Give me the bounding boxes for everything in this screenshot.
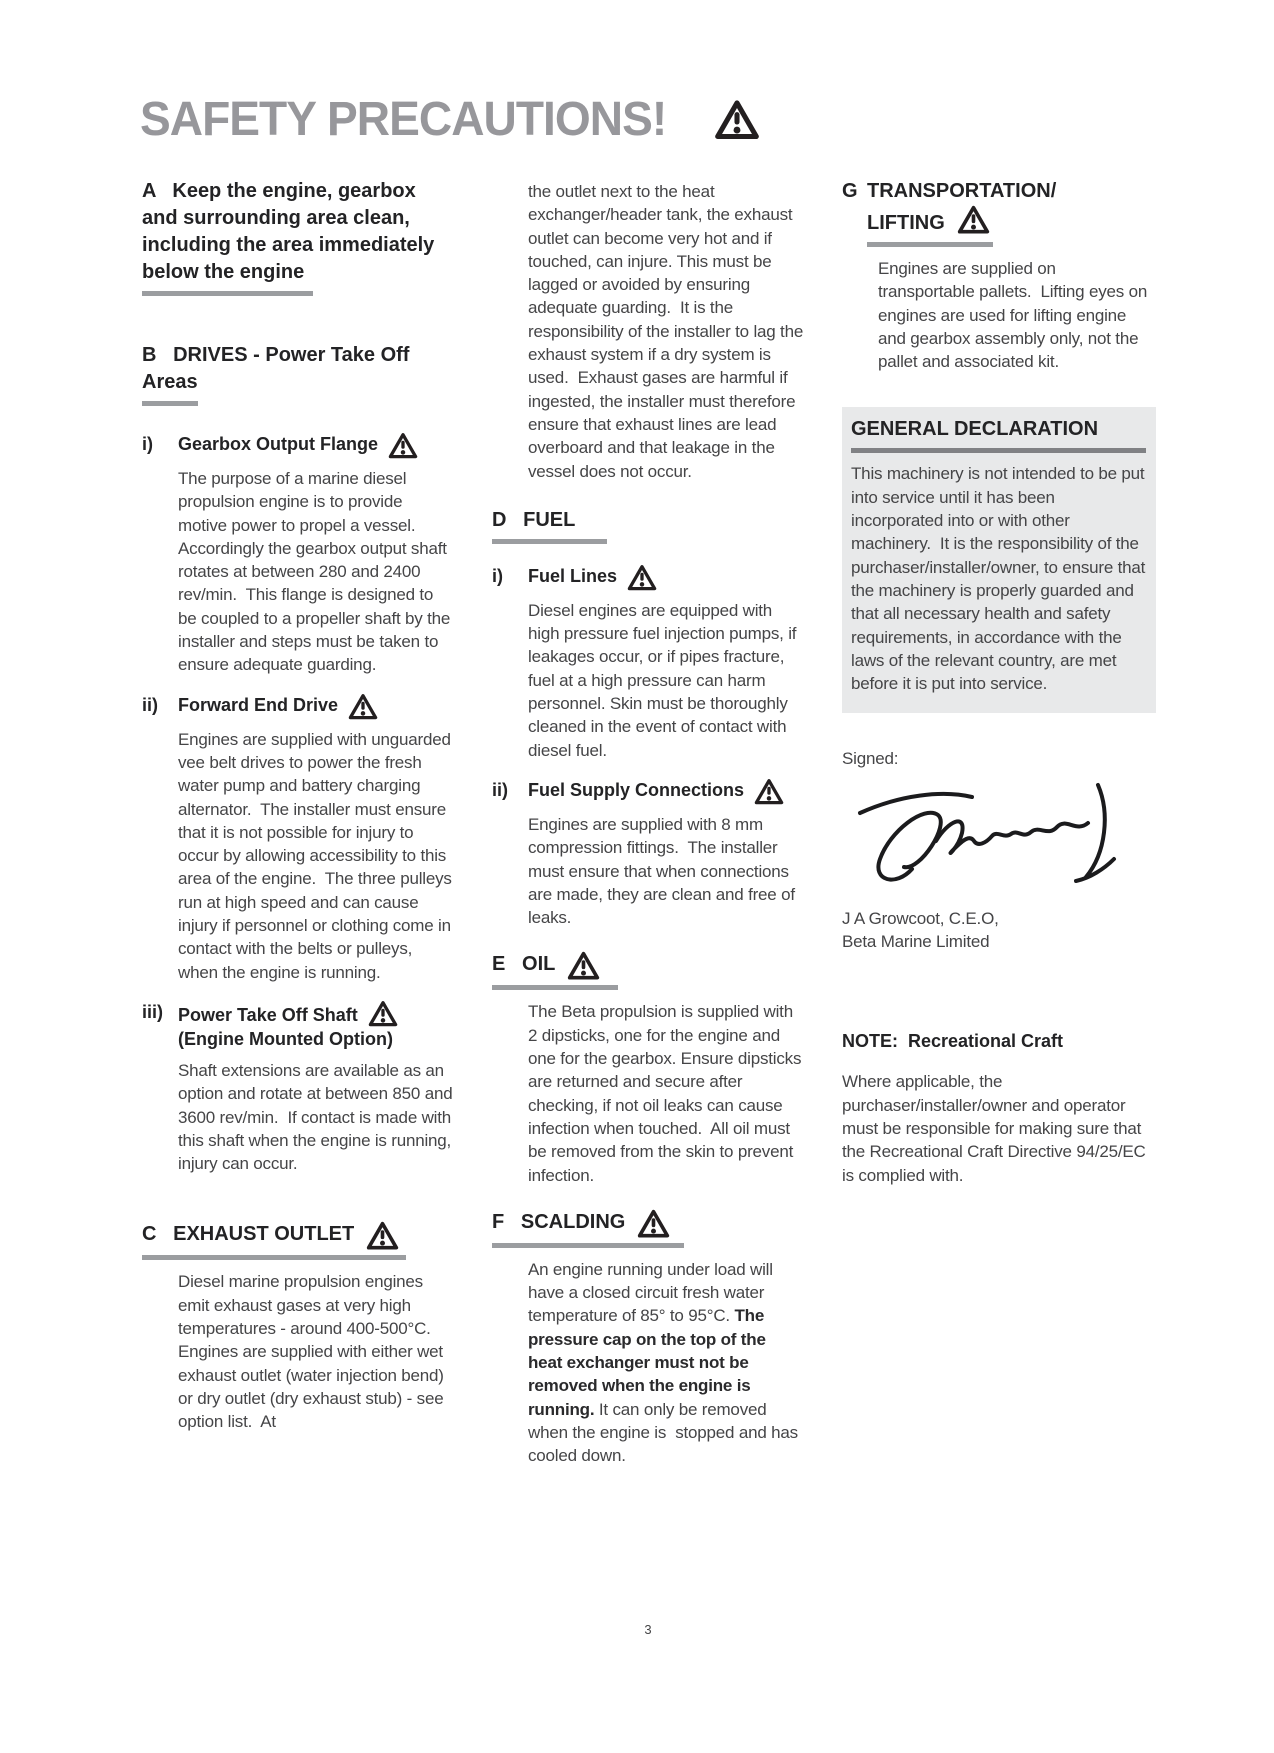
page-footer — [142, 1622, 1154, 1637]
general-declaration-box — [842, 407, 1156, 713]
signed-label: Signed: — [842, 749, 899, 769]
signature — [850, 777, 1136, 897]
general-declaration-body: This machinery is not intended to be put into service until it has been incorporated into or with other machinery. It is the responsibility of the purchaser/installer/owner, to ensure that the machinery is properly guarded and that all necessary health and safety requirements, in accordance with the laws of the relevant country, are met before it is put into service. — [851, 464, 1150, 694]
item-body: Engines are supplied with 8 mm compression fittings. The installer must ensure that when connections are made, they are clean and free of leaks. — [528, 814, 800, 928]
warning-icon — [368, 1000, 398, 1027]
note-body: Where applicable, the purchaser/installer/owner and operator must be responsible for making sure that the Recreational Craft Directive 94/25/EC is complied with. — [842, 1072, 1151, 1185]
three-column-layout — [142, 178, 1156, 1467]
heading-line: LIFTING — [867, 205, 1056, 237]
section-d-heading: D FUEL — [492, 508, 576, 531]
note-heading: NOTE: Recreational Craft — [842, 1031, 1064, 1052]
warning-icon — [366, 1221, 399, 1250]
section-b — [142, 342, 454, 406]
section-e-body: The Beta propulsion is supplied with 2 dipsticks, one for the engine and one for the gearbox. Ensure dipsticks are returned and secure after checking, if not oil leaks can cause infection when touched. All oil must be removed from the skin to prevent infection. — [528, 1002, 806, 1185]
section-g-heading-lines — [867, 178, 1056, 247]
heading-underline — [492, 985, 618, 990]
page-number: 3 — [644, 1622, 652, 1637]
body-text-bold: The pressure cap on the top of the heat exchanger must not be removed when the engine is running. — [528, 1306, 771, 1419]
section-g-body: Engines are supplied on transportable pallets. Lifting eyes on engines are used for lifting engine and gearbox assembly only, not the pallet and associated kit. — [878, 259, 1152, 372]
item-title: Fuel Lines — [528, 565, 618, 586]
page-title: SAFETY PRECAUTIONS! — [140, 93, 667, 146]
heading-line: TRANSPORTATION/ — [867, 180, 1057, 202]
item-number: ii) — [142, 694, 158, 715]
section-f-heading: F SCALDING — [492, 1209, 804, 1238]
section-b-heading: B DRIVES - Power Take Off Areas — [142, 344, 415, 393]
item-number: i) — [492, 565, 503, 586]
item-fuel-lines — [492, 564, 804, 591]
section-c-continuation: the outlet next to the heat exchanger/header tank, the exhaust outlet can become very hot and if touched, can injure. This must be lagged or avoided by ensuring adequate guarding. It is the responsibility of the installer to lag the exhaust system if a dry system is used. Exhaust gases are harmful if ingested, the installer must therefore ensure that exhaust lines are lead overboard and that leakage in the vessel does not occur. — [528, 182, 808, 481]
signatory-company: Beta Marine Limited — [842, 932, 990, 952]
section-g-heading — [842, 178, 1156, 247]
section-a — [142, 178, 454, 296]
warning-icon — [637, 1209, 670, 1238]
heading-underline — [851, 448, 1146, 453]
item-power-take-off-shaft — [142, 1000, 454, 1051]
page-title-row — [140, 92, 760, 147]
section-e-heading: E OIL — [492, 951, 804, 980]
item-body: The purpose of a marine diesel propulsion engine is to provide motive power to propel a vessel. Accordingly the gearbox output shaft rotates at between 280 and 2400 rev/min. This flange is designed to be coupled to a propeller shaft by the installer and steps must be taken to ensure adequate guarding. — [178, 469, 455, 675]
item-subtitle: (Engine Mounted Option) — [178, 1028, 393, 1049]
column-3 — [842, 178, 1156, 1467]
warning-icon — [567, 951, 600, 980]
heading-underline — [142, 291, 313, 296]
section-a-heading: A Keep the engine, gearbox and surrounding area clean, including the area immediately below the engine — [142, 180, 440, 283]
item-body: Shaft extensions are available as an option and rotate at between 850 and 3600 rev/min. If contact is made with this shaft when the engine is running, injury can occur. — [178, 1060, 458, 1174]
column-2 — [492, 178, 808, 1467]
section-c-heading: C EXHAUST OUTLET — [142, 1221, 454, 1250]
item-gearbox-output-flange — [142, 432, 454, 459]
body-text: An engine running under load will have a closed circuit fresh water temperature of 85° to 95°C. — [528, 1259, 778, 1326]
item-forward-end-drive — [142, 693, 454, 720]
item-number: i) — [142, 434, 153, 454]
section-d — [492, 507, 804, 544]
heading-underline — [867, 242, 993, 247]
section-c-body: Diesel marine propulsion engines emit exhaust gases at very high temperatures - around 400-500°C. Engines are supplied with either wet exhaust outlet (water injection bend) or dry outlet (dry exhaust stub) - see option list. At — [178, 1272, 449, 1432]
heading-underline — [492, 1243, 684, 1248]
heading-underline — [492, 539, 607, 544]
section-c — [142, 1221, 454, 1260]
section-e — [492, 951, 804, 990]
item-fuel-supply-connections — [492, 778, 804, 805]
item-body: Diesel engines are equipped with high pressure fuel injection pumps, if leakages occur, or if pipes fracture, fuel at a high pressure can harm personnel. Skin must be thoroughly cleaned in the event of contact with diesel fuel. — [528, 600, 801, 760]
signatory-block — [842, 907, 1156, 954]
item-title: Forward End Drive — [178, 694, 339, 715]
warning-icon — [754, 778, 784, 805]
body-text: It can only be removed when the engine is stopped and has cooled down. — [528, 1399, 803, 1466]
warning-icon — [714, 99, 760, 140]
item-title: Fuel Supply Connections — [528, 779, 745, 800]
warning-icon — [348, 693, 378, 720]
section-letter: G — [842, 180, 858, 202]
column-1 — [142, 178, 458, 1467]
item-title: Gearbox Output Flange — [178, 434, 379, 454]
heading-underline — [142, 401, 198, 406]
item-number: ii) — [492, 779, 508, 800]
general-declaration-heading: GENERAL DECLARATION — [851, 418, 1099, 441]
section-f — [492, 1209, 804, 1248]
item-title-block — [178, 1000, 398, 1051]
warning-icon — [388, 432, 418, 459]
signatory-name: J A Growcoot, C.E.O, — [842, 908, 999, 928]
warning-icon — [627, 564, 657, 591]
item-body: Engines are supplied with unguarded vee belt drives to power the fresh water pump and battery charging alternator. The installer must ensure that it is not possible for injury to occur by allowing accessibility to this area of the engine. The three pulleys run at high speed and can cause injury if personnel or clothing come in contact with the belts or pulleys, when the engine is running. — [178, 729, 457, 982]
warning-icon — [957, 205, 990, 234]
item-title: Power Take Off Shaft — [178, 1004, 358, 1025]
item-number: iii) — [142, 1001, 163, 1022]
heading-underline — [142, 1255, 406, 1260]
section-f-body — [528, 1258, 804, 1468]
